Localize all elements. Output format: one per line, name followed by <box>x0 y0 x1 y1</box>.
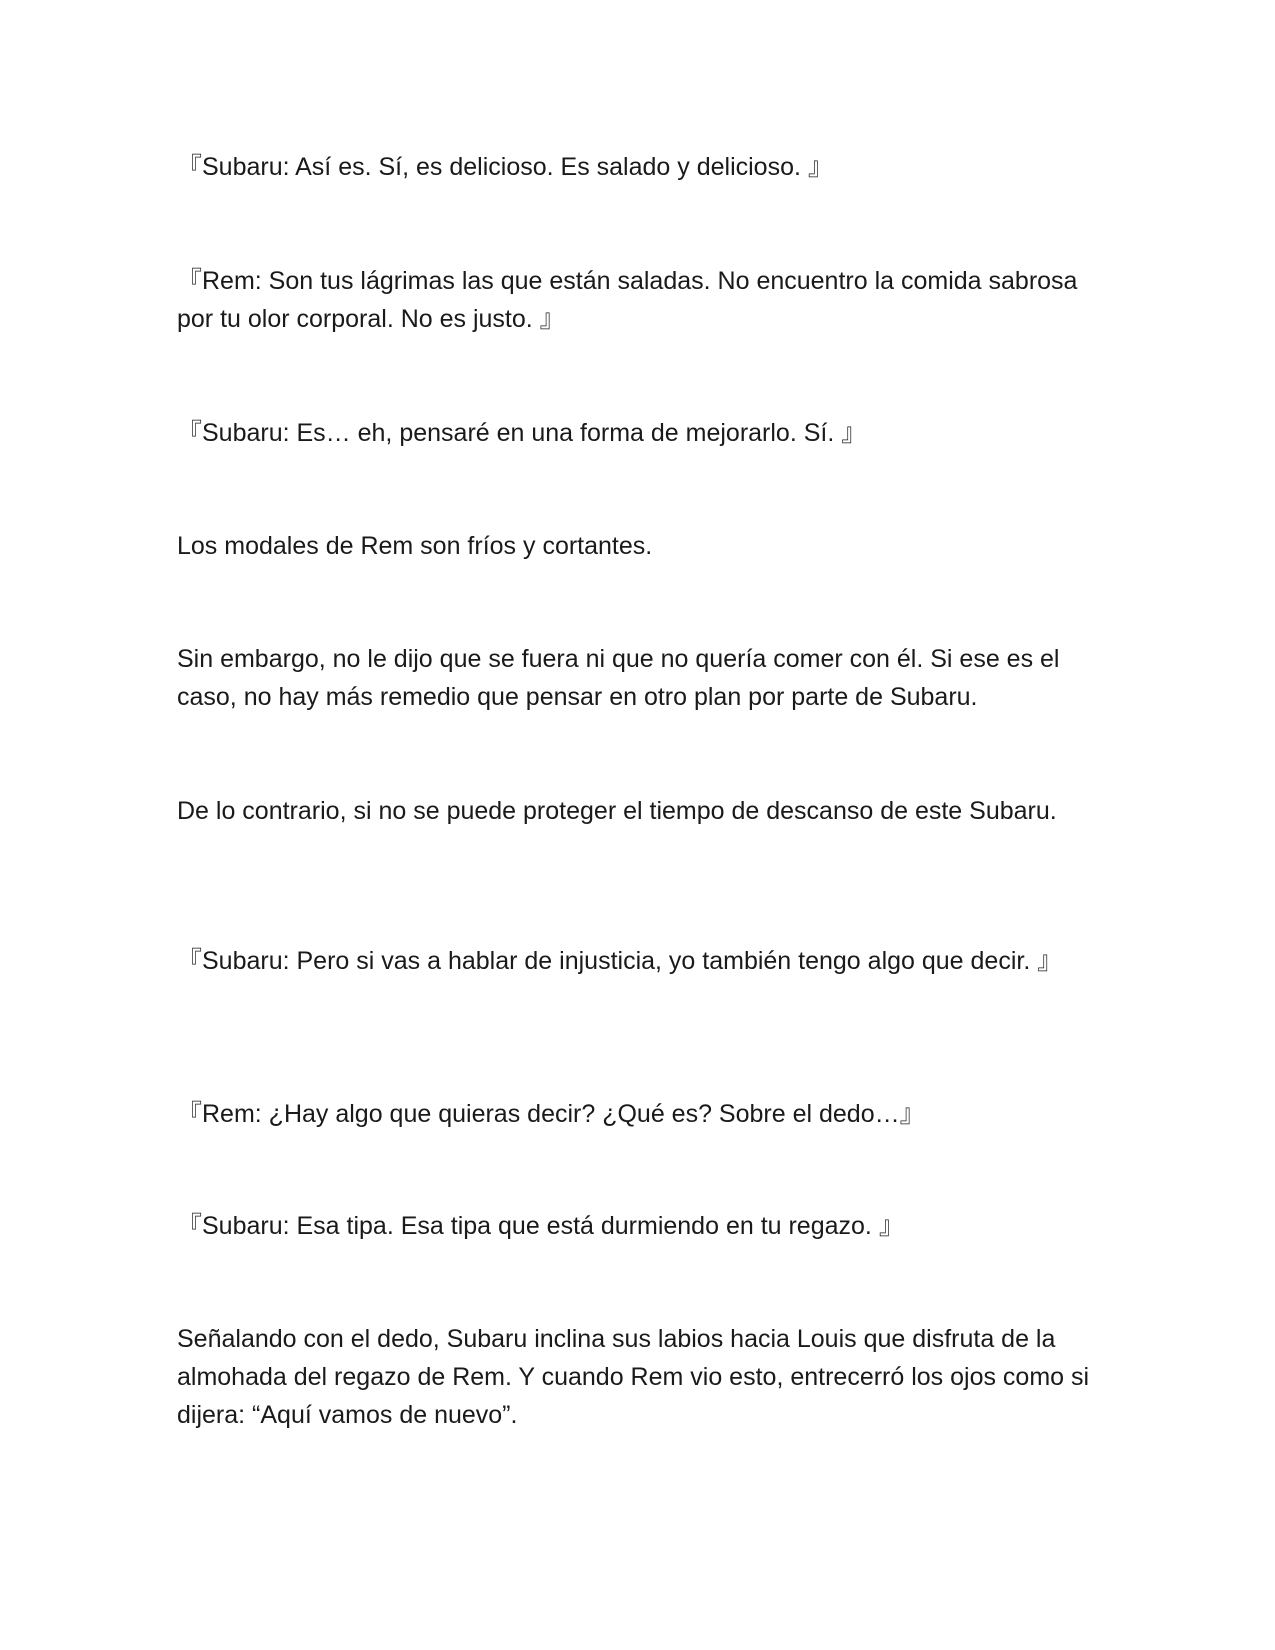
paragraph-7: 『Subaru: Pero si vas a hablar de injusticia, yo también tengo algo que decir. 』 <box>177 947 1063 975</box>
paragraph-3: 『Subaru: Es… eh, pensaré en una forma de mejorarlo. Sí. 』 <box>177 419 867 447</box>
paragraph-6: De lo contrario, si no se puede proteger el tiempo de descanso de este Subaru. <box>177 797 1057 825</box>
paragraph-10: Señalando con el dedo, Subaru inclina sus labios hacia Louis que disfruta de la almohada del regazo de Rem. Y cuando Rem vio esto, entrecerró los ojos como si dijera: “Aquí vamos de nuevo”. <box>177 1325 1090 1429</box>
paragraph-1: 『Subaru: Así es. Sí, es delicioso. Es salado y delicioso. 』 <box>177 153 833 181</box>
paragraph-5: Sin embargo, no le dijo que se fuera ni que no quería comer con él. Si ese es el caso, no hay más remedio que pensar en otro plan por parte de Subaru. <box>177 645 1060 711</box>
paragraph-9: 『Subaru: Esa tipa. Esa tipa que está durmiendo en tu regazo. 』 <box>177 1212 904 1240</box>
paragraph-8: 『Rem: ¿Hay algo que quieras decir? ¿Qué es? Sobre el dedo…』 <box>177 1100 925 1128</box>
paragraph-2: 『Rem: Son tus lágrimas las que están saladas. No encuentro la comida sabrosa por tu olor corporal. No es justo. 』 <box>177 267 1078 333</box>
paragraph-4: Los modales de Rem son fríos y cortantes. <box>177 532 653 560</box>
